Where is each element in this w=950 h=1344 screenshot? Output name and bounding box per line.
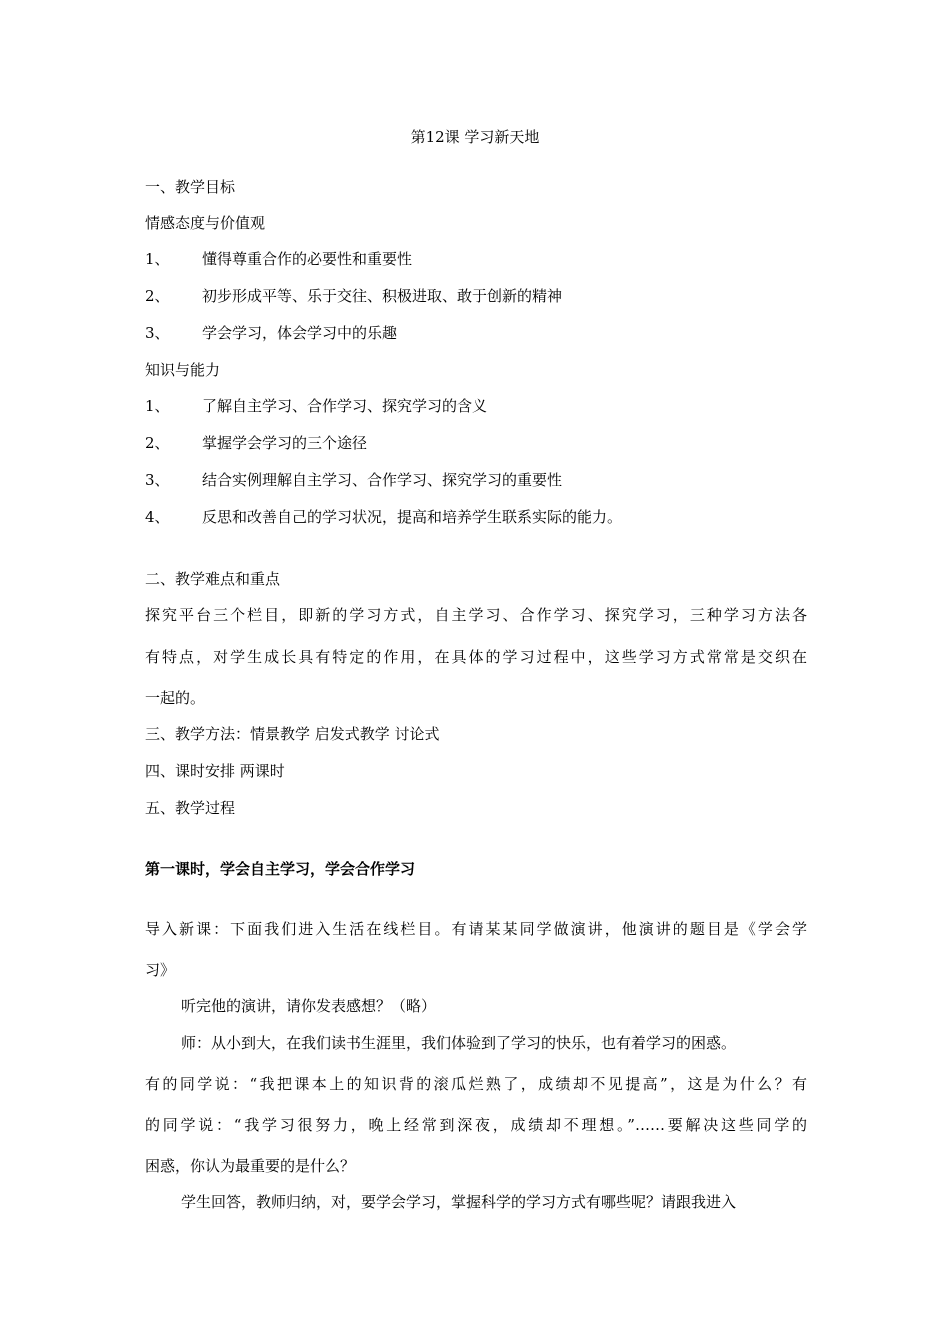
paragraph-line: 困惑，你认为最重要的是什么？: [145, 1157, 356, 1175]
paragraph-line: 一起的。: [145, 689, 206, 707]
list-item: [145, 286, 562, 306]
list-item-text: 初步形成平等、乐于交往、积极进取、敢于创新的精神: [202, 287, 563, 305]
list-item-number: 1、: [145, 397, 170, 415]
list-item-text: 反思和改善自己的学习状况，提高和培养学生联系实际的能力。: [202, 508, 623, 526]
lesson-heading: 第一课时，学会自主学习，学会合作学习: [145, 860, 416, 878]
paragraph-line: 探究平台三个栏目，即新的学习方式，自主学习、合作学习、探究学习，三种学习方法各: [145, 606, 807, 624]
list-item: [145, 470, 562, 490]
list-item: [145, 507, 622, 527]
paragraph-line: 听完他的演讲，请你发表感想？（略）: [181, 997, 437, 1015]
list-item-number: 1、: [145, 250, 170, 268]
paragraph-line: 有的同学说：“我把课本上的知识背的滚瓜烂熟了，成绩却不见提高”，这是为什么？有: [145, 1075, 807, 1093]
list-item: [145, 433, 367, 453]
list-item-text: 了解自主学习、合作学习、探究学习的含义: [202, 397, 488, 415]
paragraph-line: 的同学说：“我学习很努力，晚上经常到深夜，成绩却不理想。”……要解决这些同学的: [145, 1116, 807, 1134]
list-item-number: 2、: [145, 287, 170, 305]
paragraph-line: 学生回答，教师归纳，对，要学会学习，掌握科学的学习方式有哪些呢？请跟我进入: [181, 1193, 737, 1211]
document-title: 第12课 学习新天地: [410, 128, 540, 146]
paragraph-line: 导入新课：下面我们进入生活在线栏目。有请某某同学做演讲，他演讲的题目是《学会学: [145, 920, 807, 938]
list-item: [145, 323, 397, 343]
section-heading-difficulties: 二、教学难点和重点: [145, 570, 281, 588]
section-heading-methods: 三、教学方法：情景教学 启发式教学 讨论式: [145, 725, 440, 743]
list-item: [145, 396, 487, 416]
list-item: [145, 249, 412, 269]
list-item-number: 2、: [145, 434, 170, 452]
list-item-text: 掌握学会学习的三个途径: [202, 434, 368, 452]
list-item-text: 学会学习，体会学习中的乐趣: [202, 324, 398, 342]
paragraph-line: 习》: [145, 961, 176, 979]
section-heading-process: 五、教学过程: [145, 799, 236, 817]
paragraph-line: 有特点，对学生成长具有特定的作用，在具体的学习过程中，这些学习方式常常是交织在: [145, 648, 807, 666]
list-item-text: 结合实例理解自主学习、合作学习、探究学习的重要性: [202, 471, 563, 489]
list-item-number: 4、: [145, 508, 170, 526]
list-item-number: 3、: [145, 324, 170, 342]
section-heading-goals: 一、教学目标: [145, 178, 236, 196]
list-item-number: 3、: [145, 471, 170, 489]
subheading-attitude: 情感态度与价值观: [145, 214, 266, 232]
list-item-text: 懂得尊重合作的必要性和重要性: [202, 250, 413, 268]
subheading-knowledge: 知识与能力: [145, 361, 221, 379]
section-heading-schedule: 四、课时安排 两课时: [145, 762, 285, 780]
paragraph-line: 师：从小到大，在我们读书生涯里，我们体验到了学习的快乐，也有着学习的困惑。: [181, 1034, 737, 1052]
